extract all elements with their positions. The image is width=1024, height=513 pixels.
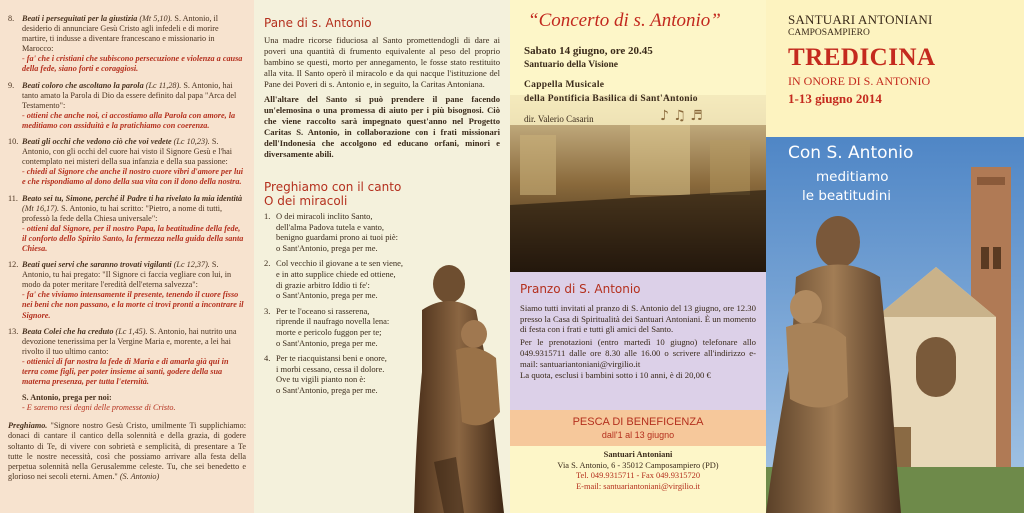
beatitude-reference: (Lc 12,37). xyxy=(173,260,210,270)
hymn-verses xyxy=(264,211,419,396)
footer-name: Santuari Antoniani xyxy=(603,450,673,459)
beatitude-body: S. Antonio, tu hai scritto: "Pietro, a nome di tutti, professò la fede della Chiesa universale": xyxy=(22,203,223,223)
cover-subtitle: IN ONORE DI S. ANTONIO xyxy=(788,74,931,88)
hymn-line: Per te l'oceano si rasserena, xyxy=(276,305,370,316)
cover-header xyxy=(766,0,1024,137)
beatitude-reference: (Lc 11,28). xyxy=(145,80,182,90)
cover-panel xyxy=(766,0,1024,513)
saint-anthony-statue-image xyxy=(404,262,510,513)
events-panel xyxy=(510,0,766,513)
hymn-line: e in atto supplice chiede ed ottiene, xyxy=(276,268,396,279)
concert-section xyxy=(510,0,766,272)
beatitude-reference: (Lc 1,45). xyxy=(115,326,148,336)
hymn-verse-lines xyxy=(276,306,389,348)
beatitude-prayer: - fa' che viviamo intensamente il presente, tenendo il cuore fisso nei beni che non passano, e la morte ci trovi pronti a incontrare il Signore. xyxy=(22,290,244,320)
beatitude-heading: Beata Colei che ha creduto xyxy=(22,326,114,336)
lunch-title: Pranzo di S. Antonio xyxy=(520,282,641,296)
beatitude-body: S. Antonio, tu hai pregato: "Il Signore ci faccia vegliare con lui, in modo da poter meritare l'eredità dell'eterna salvezza": xyxy=(22,260,232,290)
beatitude-text xyxy=(22,137,246,187)
cover-dates: 1-13 giugno 2014 xyxy=(788,91,882,106)
response-a: S. Antonio, prega per noi: xyxy=(22,393,112,403)
hymn-line: o Sant'Antonio, prega per me. xyxy=(276,290,378,301)
beatitude-item xyxy=(8,260,246,321)
cover-motto: Con S. Antonio xyxy=(788,143,914,163)
beatitude-reference: (Mt 5,10). xyxy=(139,14,173,23)
town-name: CAMPOSAMPIERO xyxy=(788,28,870,38)
beatitude-body: S. Antonio, il desiderio di annunciare Gesù Cristo agli infedeli e di morire martire, ti indusse a diventare francescano e missionario in Marocco: xyxy=(22,14,219,54)
response-b: - E saremo resi degni delle promesse di Cristo. xyxy=(22,403,176,413)
hymn-verse-lines xyxy=(276,211,398,253)
beatitude-text xyxy=(22,14,246,75)
beatitude-prayer: - ottieni dal Signore, per il nostro Papa, la beatitudine della fede, il conforto dello Spirito Santo, la fermezza nella guida della santa Chiesa. xyxy=(22,223,244,253)
beatitude-prayer: - ottieni che anche noi, ci accostiamo alla Parola con amore, la meditiamo con assiduità e la pratichiamo con coerenza. xyxy=(22,110,236,130)
beatitude-text xyxy=(22,260,246,321)
hymn-line: o Sant'Antonio, prega per me. xyxy=(276,337,378,348)
closing-prayer xyxy=(8,421,246,482)
beatitude-text xyxy=(22,81,246,131)
beatitude-heading: Beati i perseguitati per la giustizia xyxy=(22,14,138,23)
concert-place: Santuario della Visione xyxy=(524,60,618,70)
beatitude-number: 8. xyxy=(8,14,15,23)
beatitude-prayer: - chiedi al Signore che anche il nostro cuore vibri d'amore per lui e che rispondiamo al dono della sua vita con il dono della nostra. xyxy=(22,167,244,187)
bread-bold-text: All'altare del Santo si può prendere il pane facendo un'elemosina o una promessa di aiuto per i più bisognosi. Ciò che viene raccolto sarà impegnato quest'anno nel Progetto Caritas S. Antonio, in collaborazione con i frati missionari dell'Indonesia che accolgono ed educano orfani, minori e diversamente abili. xyxy=(264,94,500,159)
hymn-line: O dei miracoli inclito Santo, xyxy=(276,211,373,221)
hymn-line: Col vecchio il giovane a te sen viene, xyxy=(276,258,403,269)
charity-lottery-banner xyxy=(510,410,766,446)
beatitude-number: 12. xyxy=(8,260,19,270)
cover-motto-meditiamo: meditiamo xyxy=(816,169,889,185)
beatitude-heading: Beati quei servi che saranno trovati vigilanti xyxy=(22,260,172,270)
hymn-verse xyxy=(264,211,419,253)
concert-director: dir. Valerio Casarin xyxy=(524,114,594,124)
canto-title-1: Preghiamo con il canto xyxy=(264,180,402,194)
lottery-dates: dall'1 al 13 giugno xyxy=(601,430,675,440)
lottery-title: PESCA DI BENEFICENZA xyxy=(572,416,704,428)
lunch-text-2: Per le prenotazioni (entro martedì 10 giugno) telefonare allo 049.9315711 dalle ore 8.30 alle 16.00 o scrivere all'indirizzo e-mail: santuariantoniani@virgilio.it xyxy=(520,337,756,369)
bread-title: Pane di s. Antonio xyxy=(264,16,372,30)
hymn-line: benigno guardami prono ai tuoi piè: xyxy=(276,232,399,243)
beatitude-text xyxy=(22,327,246,388)
closing-prayer-label: Preghiamo. xyxy=(8,421,48,431)
hymn-line: Per te riacquistansi beni e onore, xyxy=(276,353,387,364)
beatitude-number: 11. xyxy=(8,193,18,203)
cover-motto-beatitudini: le beatitudini xyxy=(802,188,892,204)
closing-prayer-text: "Signore nostro Gesù Cristo, umilmente Ti supplichiamo: donaci di cantare il cantico della solennità e della grazia, di godere soltanto di Te, di vivere con sobrietà e semplicità, di presentare a Te tutte le nostre necessità, così che possiamo arrivare alla festa della perpetua solennità nella Gerusalemme celeste. Tu, che sei benedetto e glorioso nei secoli eterni. Amen." xyxy=(8,421,246,481)
concert-date: Sabato 14 giugno, ore 20.45 xyxy=(524,45,653,57)
hymn-verse-number: 3. xyxy=(264,305,271,316)
hymn-line: dell'alma Padova tutela e vanto, xyxy=(276,221,384,232)
beatitude-item xyxy=(8,194,246,255)
hymn-verse xyxy=(264,353,419,395)
beatitude-body: S. Antonio, hai tanto amato la Parola di Dio da essere definito dal papa "Arca del Testamento": xyxy=(22,80,237,110)
beatitude-item xyxy=(8,14,246,75)
hymn-line: di grazie arbitro Iddio ti fe': xyxy=(276,279,370,290)
closing-prayer-source: (S. Antonio) xyxy=(117,471,160,481)
beatitude-prayer: - ottienici di far nostra la fede di Maria e di amarla già qui in terra come figli, per poter insieme ai santi, godere della sua materna presenza, per tutta l'eternità. xyxy=(22,356,229,387)
hymn-verse-lines xyxy=(276,258,403,300)
beatitudes-list xyxy=(8,14,246,387)
beatitude-item xyxy=(8,137,246,187)
beatitude-number: 9. xyxy=(8,80,15,90)
beatitude-text xyxy=(22,194,246,255)
beatitude-heading: Beati coloro che ascoltano la parola xyxy=(22,80,144,90)
beatitude-number: 13. xyxy=(8,326,19,336)
beatitude-body: S. Antonio, con gli occhi del cuore hai visto il Signore Gesù e l'hai contemplato nei misteri della sua infanzia e della sua passione: xyxy=(22,137,232,167)
lunch-section xyxy=(510,272,766,410)
sanctuary-name: SANTUARI ANTONIANI xyxy=(788,12,933,27)
concert-details xyxy=(524,44,698,126)
hymn-verse xyxy=(264,258,419,300)
beatitude-body: S. Antonio, hai nutrito una devozione tenerissima per la Vergine Maria e, morente, a lei hai rivolto il tuo ultimo canto: xyxy=(22,326,237,356)
beatitude-item xyxy=(8,327,246,388)
hymn-verse-number: 2. xyxy=(264,258,271,269)
hymn-line: i morbi cessano, cessa il dolore. xyxy=(276,363,385,374)
footer-address: Via S. Antonio, 6 - 35012 Camposampiero (PD) xyxy=(557,460,719,470)
cover-title: TREDICINA xyxy=(788,44,936,71)
canto-title-2: O dei miracoli xyxy=(264,194,348,208)
hymn-line: riprende il naufrago novella lena: xyxy=(276,316,390,327)
footer-phone: Tel. 049.9315711 - Fax 049.9315720 xyxy=(575,471,701,480)
hymn-verse xyxy=(264,306,419,348)
hymn-verse-number: 1. xyxy=(264,211,271,221)
beatitude-reference: (Mt 16,17). xyxy=(22,203,60,213)
svg-text:♪ ♫ ♬: ♪ ♫ ♬ xyxy=(660,108,703,124)
beatitude-number: 10. xyxy=(8,137,19,147)
lunch-price: La quota, esclusi i bambini sotto i 10 anni, è di 20,00 € xyxy=(520,369,711,380)
beatitudes-panel xyxy=(0,0,254,513)
beatitude-heading: Beato sei tu, Simone, perché il Padre ti ha rivelato la mia identità xyxy=(22,193,243,203)
bread-text: Una madre ricorse fiduciosa al Santo promettendogli di dare ai poveri una quantità di frumento equivalente al peso del proprio bambino se questi, morto per annegamento, le fosse stato restituito alla vita. Il Santo operò il miracolo e da qui nacque l'istituzione del Pane dei Poveri di s. Antonio e, in seguito, la Caritas Antoniana. xyxy=(264,35,500,89)
choir-line-2: della Pontificia Basilica di Sant'Antonio xyxy=(524,94,698,104)
hymn-line: o Sant'Antonio, prega per me. xyxy=(276,384,378,395)
hymn-verse-number: 4. xyxy=(264,353,271,364)
beatitude-item xyxy=(8,81,246,131)
hymn-line: morte e pericolo fuggon per te; xyxy=(276,326,382,337)
lunch-text-1: Siamo tutti invitati al pranzo di S. Antonio del 13 giugno, ore 12.30 presso la Casa di Spiritualità dei Santuari Antoniani. È un momento di festa con i frati e tutti gli amici del Santo. xyxy=(520,302,756,335)
hymn-line: o Sant'Antonio, prega per me. xyxy=(276,242,378,253)
hymn-line: Ove tu vigili pianto non è: xyxy=(276,374,366,385)
hymn-verse-lines xyxy=(276,353,387,395)
beatitude-reference: (Lc 10,23). xyxy=(173,137,210,147)
contact-footer xyxy=(510,446,766,513)
response xyxy=(22,393,246,413)
beatitude-prayer: - fa' che i cristiani che subiscono persecuzione e violenza a causa della fede, siano forti e coraggiosi. xyxy=(22,54,243,74)
cover-motto-line2 xyxy=(802,168,892,206)
footer-email[interactable]: E-mail: santuariantoniani@virgilio.it xyxy=(576,481,700,491)
choir-line-1: Cappella Musicale xyxy=(524,80,605,90)
bread-panel xyxy=(254,0,510,513)
concert-title: “Concerto di s. Antonio” xyxy=(528,10,721,31)
beatitude-heading: Beati gli occhi che vedono ciò che voi vedete xyxy=(22,137,172,147)
